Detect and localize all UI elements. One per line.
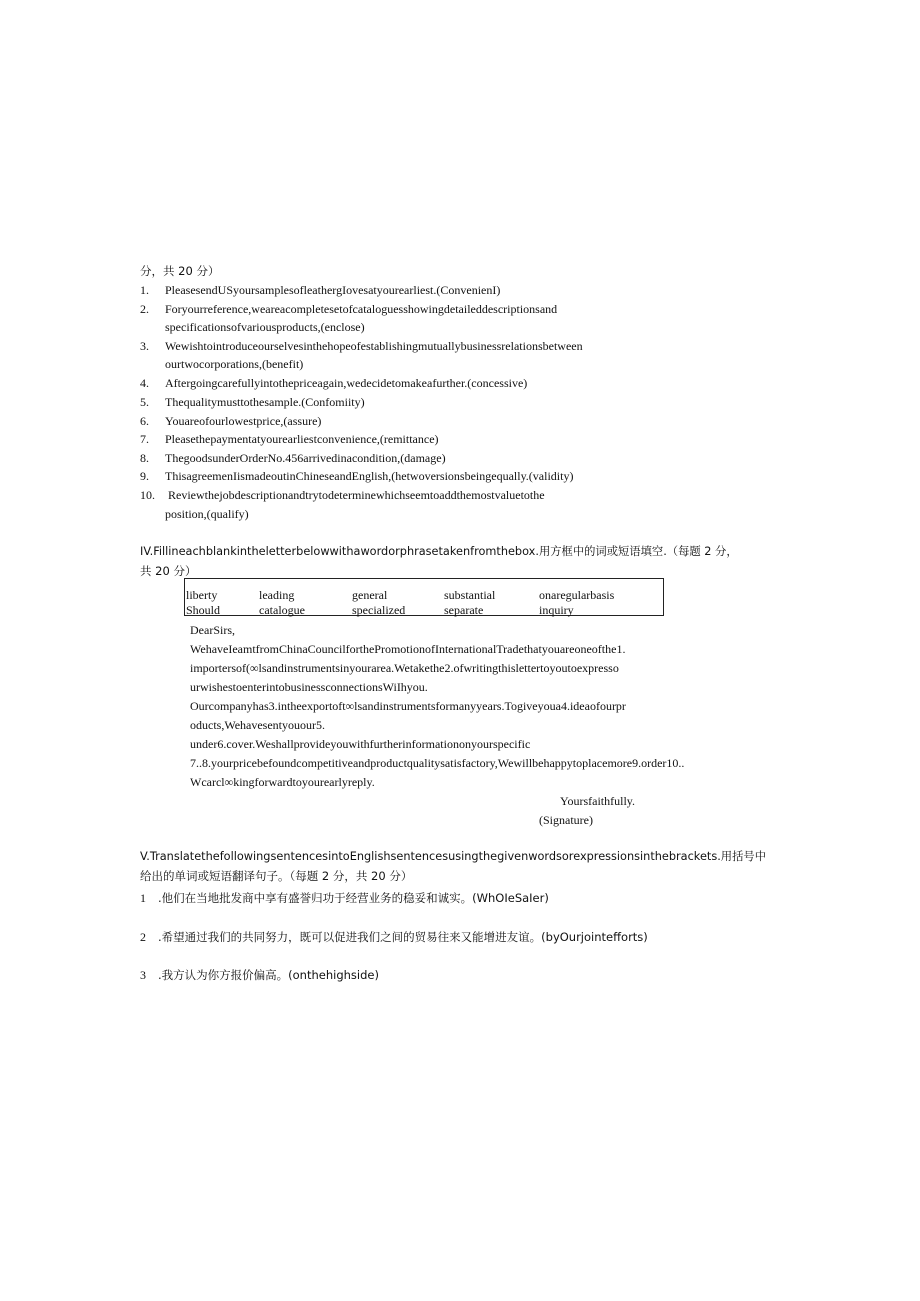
letter-line: importersof(∞lsandinstrumentsinyourarea.Wetakethe2.ofwritingthislettertoyoutoexpresso [190, 661, 619, 675]
letter-line: urwishestoenterintobusinessconnectionsWiIhyou. [190, 680, 428, 694]
item-text: Youareofourlowestprice,(assure) [165, 414, 322, 428]
item-text: .希望通过我们的共同努力，既可以促进我们之间的贸易往来又能增进友谊。(byOurjointefforts) [158, 930, 648, 944]
item-number: 5. [140, 395, 149, 409]
item-number: 7. [140, 432, 149, 446]
item-text-continued: specificationsofvariousproducts,(enclose) [165, 320, 365, 334]
item-number: 3 [140, 968, 146, 982]
item-text: PleasesendUSyoursamplesofleathergIovesatyourearliest.(ConvenienI) [165, 283, 501, 297]
word-box-word: onaregularbasis [539, 588, 615, 602]
letter-line: Wcarcl∞kingforwardtoyourearlyreply. [190, 775, 375, 789]
word-box-word: Should [186, 603, 221, 617]
item-text: Thequalitymusttothesample.(Confomiity) [165, 395, 365, 409]
word-box-word: liberty [186, 588, 218, 602]
item-number: 10. [140, 488, 155, 502]
item-text: ThegoodsunderOrderNo.456arrivedinacondition,(damage) [165, 451, 446, 465]
item-text: Reviewthejobdescriptionandtrytodeterminewhichseemtoaddthemostvaluetothe [168, 488, 545, 502]
item-number: 2. [140, 302, 149, 316]
item-number: 3. [140, 339, 149, 353]
item-text: .他们在当地批发商中享有盛誉归功于经营业务的稳妥和诚实。(WhOIeSaIer) [158, 891, 549, 905]
letter-line: Ourcompanyhas3.intheexportoft∞lsandinstrumentsformanyyears.Togiveyoua4.ideaofourpr [190, 699, 626, 713]
item-number: 1. [140, 283, 149, 297]
letter-line: oducts,Wehavesentyouour5. [190, 718, 325, 732]
letter-salutation: DearSirs, [190, 623, 235, 637]
letter-closing: Yoursfaithfully. [560, 794, 636, 808]
word-box-word: general [352, 588, 388, 602]
item-text: Pleasethepaymentatyourearliestconvenience,(remittance) [165, 432, 439, 446]
section5-heading-continued: 给出的单词或短语翻译句子。（每题 2 分，共 20 分） [140, 869, 413, 883]
item-text-continued: ourtwocorporations,(benefit) [165, 357, 304, 371]
item-text-continued: position,(qualify) [165, 507, 249, 521]
item-text: Foryourreference,weareacompletesetofcataloguesshowingdetaileddescriptionsand [165, 302, 558, 316]
letter-line: 7..8.yourpricebefoundcompetitiveandproductqualitysatisfactory,Wewillbehappytoplacemore9.order10.. [190, 756, 685, 770]
section4-heading-continued: 共 20 分） [140, 564, 197, 578]
item-number: 9. [140, 469, 149, 483]
item-text: ThisagreemenIismadeoutinChineseandEnglish,(hetwoversionsbeingequally.(validity) [165, 469, 574, 483]
word-box-word: specialized [352, 603, 406, 617]
item-text: Aftergoingcarefullyintothepriceagain,wedecidetomakeafurther.(concessive) [165, 376, 528, 390]
letter-signature: (Signature) [539, 813, 593, 827]
word-box-word: catalogue [259, 603, 305, 617]
letter-line: under6.cover.Weshallprovideyouwithfurtherinformationonyourspecific [190, 737, 531, 751]
item-number: 6. [140, 414, 149, 428]
word-box-word: separate [444, 603, 484, 617]
section3-header-tail: 分，共 20 分） [140, 264, 220, 278]
item-text: .我方认为你方报价偏高。(onthehighside) [158, 968, 379, 982]
section5-heading: V.TranslatethefollowingsentencesintoEnglishsentencesusingthegivenwordsorexpressionsinthebrackets.用括号中 [140, 850, 766, 863]
item-number: 4. [140, 376, 149, 390]
letter-line: WehaveIeamtfromChinaCouncilforthePromotionofInternationalTradethatyouareoneofthe1. [190, 642, 626, 656]
item-number: 8. [140, 451, 149, 465]
word-box-word: inquiry [539, 603, 574, 617]
item-text: Wewishtointroduceourselvesinthehopeofestablishingmutuallybusinessrelationsbetween [165, 339, 583, 353]
item-number: 2 [140, 930, 146, 944]
item-number: 1 [140, 891, 146, 905]
word-box-word: substantial [444, 588, 496, 602]
section4-heading: IV.Fillineachblankintheletterbelowwithawordorphrasetakenfromthebox.用方框中的词或短语填空.（每题 2 分， [140, 545, 738, 558]
word-box-word: leading [259, 588, 295, 602]
